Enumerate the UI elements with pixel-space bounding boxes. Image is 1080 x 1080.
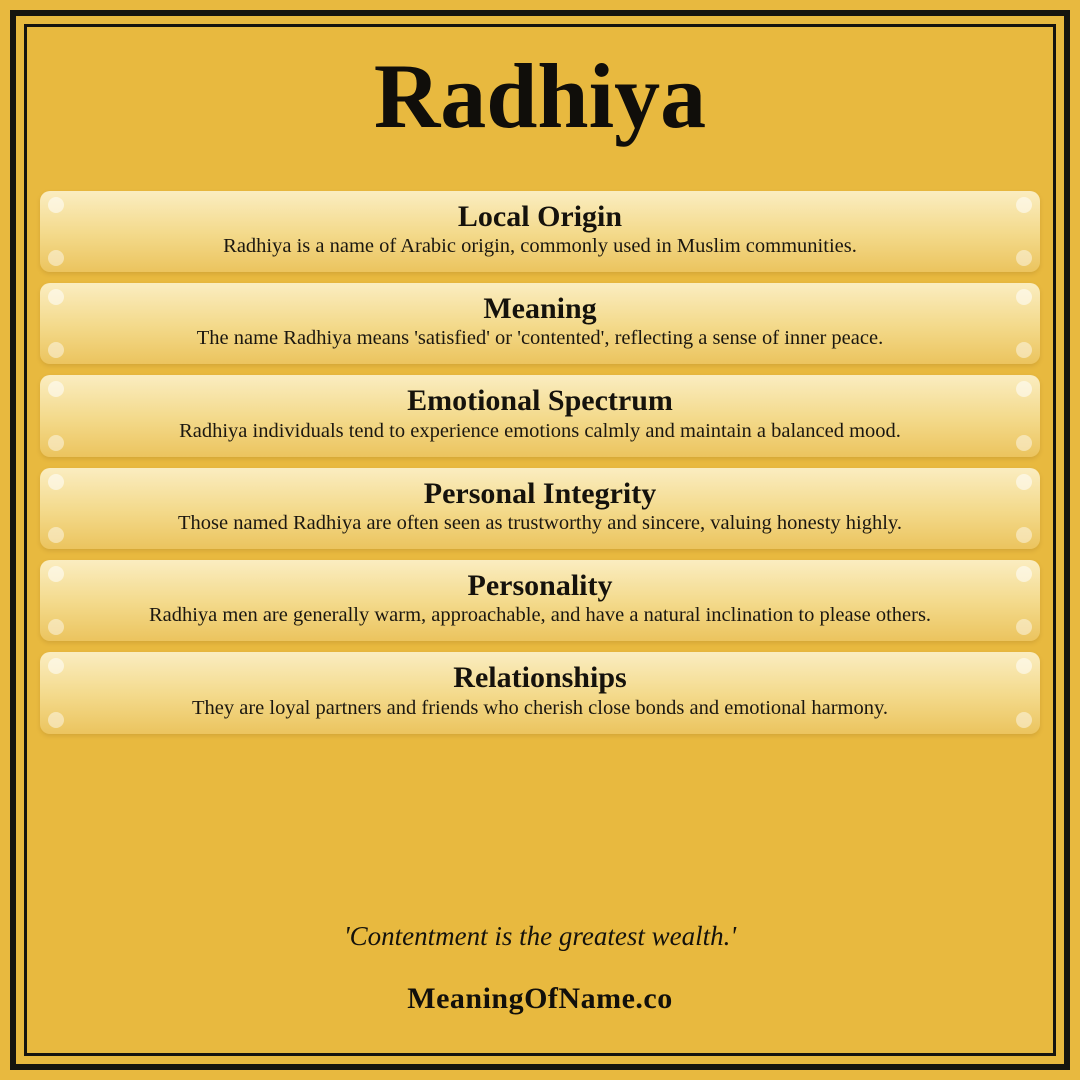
section-card-text: Radhiya is a name of Arabic origin, commonly used in Muslim communities. [223, 234, 857, 257]
section-card-title: Personal Integrity [423, 476, 657, 510]
section-card-text: Radhiya individuals tend to experience emotions calmly and maintain a balanced mood. [179, 419, 901, 442]
section-card [40, 283, 1040, 364]
section-card [40, 652, 1040, 733]
section-card-text: They are loyal partners and friends who cherish close bonds and emotional harmony. [191, 696, 889, 719]
poster-footer [40, 921, 1040, 1040]
brand-name: MeaningOfName.co [407, 982, 673, 1015]
section-card [40, 191, 1040, 272]
section-card-title: Meaning [483, 291, 597, 325]
section-card-list [40, 191, 1040, 734]
section-card [40, 375, 1040, 456]
section-card-text: Radhiya men are generally warm, approachable, and have a natural inclination to please others. [148, 604, 932, 627]
section-card-title: Personality [467, 568, 613, 602]
section-card-title: Local Origin [457, 199, 623, 233]
section-card-text: The name Radhiya means 'satisfied' or 'contented', reflecting a sense of inner peace. [196, 327, 884, 350]
poster-content [40, 34, 1040, 1040]
section-card-title: Relationships [453, 661, 627, 695]
quote-text: 'Contentment is the greatest wealth.' [343, 921, 737, 951]
section-card [40, 560, 1040, 641]
page-title: Radhiya [373, 45, 707, 147]
section-card [40, 468, 1040, 549]
section-card-text: Those named Radhiya are often seen as trustworthy and sincere, valuing honesty highly. [178, 512, 902, 535]
section-card-title: Emotional Spectrum [407, 384, 673, 418]
